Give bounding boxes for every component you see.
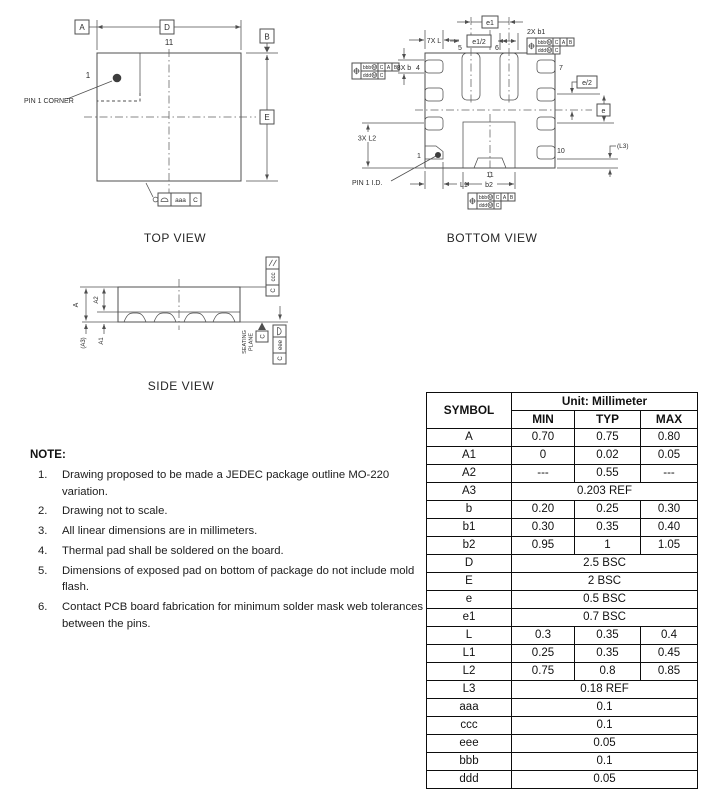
pin1-corner-mark — [97, 53, 140, 101]
datum-c-flag — [256, 323, 268, 343]
fcf-mod2: M — [372, 72, 377, 78]
top-view — [24, 20, 278, 245]
pin1-corner-label: PIN 1 CORNER — [24, 98, 74, 105]
note-item — [30, 523, 427, 540]
dim-e1-half-label: e1/2 — [472, 38, 486, 46]
fcf-d1: C — [379, 65, 384, 71]
note-item — [30, 467, 427, 500]
table-row — [427, 609, 698, 627]
fcf-position-left — [352, 63, 399, 79]
span-cell: 0.05 — [512, 735, 698, 753]
thermal-pad — [463, 122, 515, 168]
note-text: Dimensions of exposed pad on bottom of package do not include mold flash. — [62, 564, 415, 594]
dim-b2 — [463, 172, 515, 189]
fcf-tol1: bbb — [478, 195, 488, 201]
span-cell: 0.7 BSC — [512, 609, 698, 627]
datum-c-label: C — [260, 334, 267, 339]
table-row — [427, 519, 698, 537]
table-row — [427, 537, 698, 555]
span-cell: 2 BSC — [512, 573, 698, 591]
typ-cell: 0.75 — [575, 429, 641, 447]
fcf-eee-tol: eee — [277, 339, 284, 351]
span-cell: 0.1 — [512, 699, 698, 717]
notes-section — [30, 449, 427, 635]
max-cell: 0.85 — [641, 663, 698, 681]
dim-8x-b-label: 8X b — [396, 65, 412, 72]
fcf-d4: C — [554, 48, 559, 54]
table-row — [427, 699, 698, 717]
min-cell: 0.95 — [512, 537, 575, 555]
fcf-d3: B — [393, 65, 398, 71]
pin1-corner-callout — [24, 81, 112, 105]
symbol-cell: D — [427, 555, 512, 573]
pin1-number: 1 — [85, 71, 91, 80]
table-row — [427, 483, 698, 501]
min-cell: 0.30 — [512, 519, 575, 537]
note-number: 3. — [38, 525, 48, 538]
pin1-id-callout — [352, 152, 441, 187]
note-number: 1. — [38, 469, 48, 481]
min-cell: 0.3 — [512, 627, 575, 645]
symbol-cell: L3 — [427, 681, 512, 699]
typ-cell: 0.35 — [575, 645, 641, 663]
table-row — [427, 465, 698, 483]
seating-plane-label — [242, 330, 255, 354]
typ-cell: 0.35 — [575, 519, 641, 537]
dim-7x-l-label: 7X L — [426, 38, 442, 45]
note-number: 4. — [38, 544, 48, 557]
note-number: 5. — [38, 564, 48, 577]
symbol-cell: bbb — [427, 753, 512, 771]
symbol-cell: b2 — [427, 537, 512, 555]
dim-l3-label: (L3) — [617, 143, 629, 150]
fcf-aaa-tol: aaa — [175, 197, 186, 204]
fcf-d4: C — [495, 203, 500, 209]
dim-D — [75, 20, 241, 50]
dim-e-pitch — [597, 96, 610, 122]
table-row — [427, 627, 698, 645]
fcf-tol2: ddd — [478, 203, 488, 209]
fcf-mod2: M — [547, 47, 552, 53]
table-row — [427, 681, 698, 699]
dim-8x-b — [397, 48, 424, 85]
min-cell: 0.70 — [512, 429, 575, 447]
pin6-number: 6 — [495, 45, 499, 52]
dim-A-stack — [73, 287, 118, 349]
table-row — [427, 663, 698, 681]
symbol-cell: ddd — [427, 771, 512, 789]
datum-triangle-icon — [258, 323, 266, 331]
max-cell: 0.05 — [641, 447, 698, 465]
table-row — [427, 735, 698, 753]
pin1-number: 1 — [417, 153, 421, 160]
notes-heading: NOTE: — [30, 449, 66, 461]
table-row — [427, 429, 698, 447]
max-cell: 0.45 — [641, 645, 698, 663]
fcf-d3: B — [509, 195, 514, 201]
lead-bumps — [124, 313, 235, 322]
note-item — [30, 599, 427, 632]
max-cell: 0.40 — [641, 519, 698, 537]
fcf-d2: A — [502, 195, 507, 201]
min-header: MIN — [512, 411, 575, 429]
symbol-cell: ccc — [427, 717, 512, 735]
typ-header: TYP — [575, 411, 641, 429]
typ-cell: 0.02 — [575, 447, 641, 465]
note-text: Drawing proposed to be made a JEDEC package outline MO-220 variation. — [62, 469, 390, 498]
thermal-pad-number: 11 — [164, 38, 174, 47]
dim-b2-label: b2 — [485, 182, 493, 189]
side-view — [73, 257, 288, 393]
pin7-number: 7 — [559, 65, 563, 72]
fcf-d1: C — [554, 40, 559, 46]
fcf-aaa-datum: C — [193, 197, 198, 204]
dim-e-label: E — [264, 113, 270, 122]
symbol-cell: L — [427, 627, 512, 645]
fcf-aaa — [146, 183, 201, 206]
pin1-id-label: PIN 1 I.D. — [352, 180, 383, 187]
table-row — [427, 447, 698, 465]
symbol-cell: A1 — [427, 447, 512, 465]
max-cell: 1.05 — [641, 537, 698, 555]
table-row — [427, 591, 698, 609]
note-text: Thermal pad shall be soldered on the board. — [62, 544, 284, 557]
fcf-mod1: M — [547, 39, 552, 45]
max-cell: 0.80 — [641, 429, 698, 447]
span-cell: 0.1 — [512, 753, 698, 771]
span-cell: 2.5 BSC — [512, 555, 698, 573]
top-view-caption: TOP VIEW — [143, 231, 207, 245]
note-text: Drawing not to scale. — [62, 505, 168, 518]
thermal-pad-number: 11 — [486, 172, 494, 179]
note-item — [30, 563, 427, 596]
typ-cell: 0.35 — [575, 627, 641, 645]
symbol-cell: A — [427, 429, 512, 447]
span-cell: 0.5 BSC — [512, 591, 698, 609]
dim-a3-label: (A3) — [81, 337, 87, 349]
typ-cell: 0.8 — [575, 663, 641, 681]
dim-l1-label: L1 — [460, 182, 468, 189]
symbol-cell: e — [427, 591, 512, 609]
symbol-cell: aaa — [427, 699, 512, 717]
fcf-tol1: bbb — [537, 40, 547, 46]
max-cell: 0.4 — [641, 627, 698, 645]
left-pads — [425, 60, 443, 159]
table-row — [427, 753, 698, 771]
fcf-eee-datum: C — [277, 356, 284, 361]
dim-l3 — [557, 143, 629, 177]
datum-b-label: B — [264, 32, 270, 42]
symbol-cell: A3 — [427, 483, 512, 501]
note-text: All linear dimensions are in millimeters. — [62, 525, 258, 538]
fcf-mod2: M — [488, 202, 493, 208]
table-row — [427, 573, 698, 591]
dim-e1 — [457, 16, 523, 28]
fcf-d4: C — [379, 73, 384, 79]
max-header: MAX — [641, 411, 698, 429]
unit-header: Unit: Millimeter — [512, 393, 698, 411]
top-pads — [462, 53, 518, 100]
package-drawing — [0, 0, 701, 400]
right-pads — [537, 60, 555, 159]
min-cell: 0 — [512, 447, 575, 465]
bottom-view-caption: BOTTOM VIEW — [446, 231, 538, 245]
span-cell: 0.05 — [512, 771, 698, 789]
seating-plane-word2: PLANE — [248, 332, 255, 352]
dim-7x-l — [409, 30, 459, 49]
table-row — [427, 717, 698, 735]
fcf-d2: A — [386, 65, 391, 71]
min-cell: 0.75 — [512, 663, 575, 681]
table-row — [427, 555, 698, 573]
min-cell: 0.25 — [512, 645, 575, 663]
fcf-tol1: bbb — [362, 65, 372, 71]
symbol-cell: b — [427, 501, 512, 519]
symbol-cell: e1 — [427, 609, 512, 627]
span-cell: 0.18 REF — [512, 681, 698, 699]
note-item — [30, 503, 427, 520]
dimensions-table — [426, 392, 698, 789]
dim-a-label: A — [73, 302, 80, 308]
span-cell: 0.203 REF — [512, 483, 698, 501]
fcf-position-bottom — [468, 193, 515, 209]
dim-3x-l2 — [352, 123, 424, 168]
datum-a-label: A — [79, 23, 85, 32]
dim-e-pitch-label: e — [601, 107, 606, 115]
fcf-d1: C — [495, 195, 500, 201]
fcf-eee — [273, 306, 286, 364]
min-cell: --- — [512, 465, 575, 483]
note-item — [30, 543, 427, 560]
dim-3x-l2-label: 3X L2 — [357, 135, 377, 143]
fcf-ccc-tol: ccc — [270, 272, 277, 282]
dim-a2-label: A2 — [94, 296, 100, 304]
pin10-number: 10 — [557, 148, 565, 155]
fcf-tol2: ddd — [537, 48, 547, 54]
seating-plane-word1: SEATING — [242, 330, 248, 354]
bottom-view — [352, 16, 629, 245]
table-header-row — [427, 393, 698, 411]
table-row — [427, 501, 698, 519]
table-row — [427, 771, 698, 789]
dim-e-half-label: e/2 — [582, 79, 592, 87]
note-number: 2. — [38, 505, 48, 518]
pin4-number: 4 — [416, 65, 420, 72]
side-view-caption: SIDE VIEW — [147, 379, 215, 393]
min-cell: 0.20 — [512, 501, 575, 519]
symbol-cell: L2 — [427, 663, 512, 681]
fcf-d3: B — [568, 40, 573, 46]
note-number: 6. — [38, 601, 48, 614]
fcf-tol2: ddd — [362, 73, 372, 79]
dim-2x-b1-label: 2X b1 — [527, 29, 546, 36]
table-row — [427, 645, 698, 663]
dim-l1 — [410, 162, 468, 189]
symbol-header: SYMBOL — [427, 393, 512, 429]
symbol-cell: L1 — [427, 645, 512, 663]
fcf-ccc-datum: C — [270, 288, 277, 293]
max-cell: 0.30 — [641, 501, 698, 519]
fcf-ccc — [240, 257, 279, 296]
typ-cell: 0.25 — [575, 501, 641, 519]
dim-a1-label: A1 — [99, 337, 105, 345]
typ-cell: 1 — [575, 537, 641, 555]
dim-E — [246, 29, 278, 181]
fcf-mod1: M — [488, 194, 493, 200]
max-cell: --- — [641, 465, 698, 483]
symbol-cell: b1 — [427, 519, 512, 537]
symbol-cell: E — [427, 573, 512, 591]
pin1-id-dot-icon — [435, 152, 441, 158]
span-cell: 0.1 — [512, 717, 698, 735]
fcf-mod1: M — [372, 64, 377, 70]
typ-cell: 0.55 — [575, 465, 641, 483]
dim-e1-label: e1 — [486, 19, 494, 27]
fcf-position-top — [527, 38, 574, 54]
pin5-number: 5 — [458, 45, 462, 52]
symbol-cell: eee — [427, 735, 512, 753]
pin1-dot-icon — [113, 74, 122, 83]
fcf-d2: A — [561, 40, 566, 46]
dim-d-label: D — [164, 23, 170, 32]
note-text: Contact PCB board fabrication for minimum solder mask web tolerances between the pins. — [62, 601, 424, 630]
symbol-cell: A2 — [427, 465, 512, 483]
